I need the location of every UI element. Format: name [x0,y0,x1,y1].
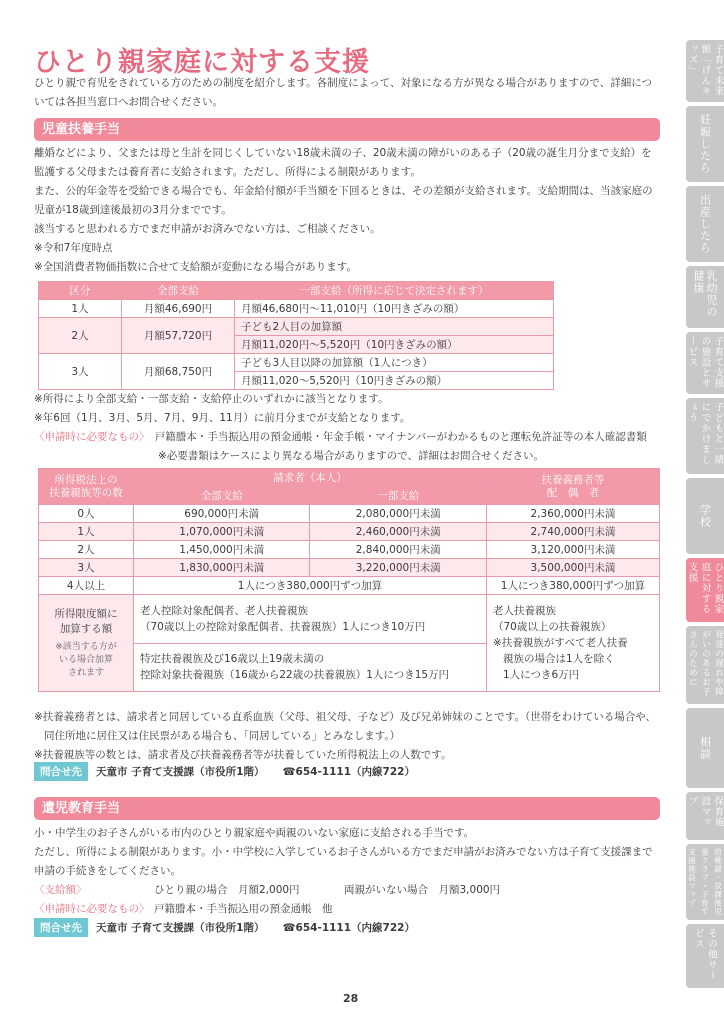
table-cell: 月額11,020円〜5,520円（10円きざみの額） [235,336,554,354]
add-cell-c: 老人扶養親族 （70歳以上の扶養親族） ※扶養親族がすべて老人扶養 親族の場合は1人を除く 1人につき6万円 [487,595,660,692]
table-cell: 3,120,000円未満 [487,541,660,559]
para-line: 離婚などにより、父または母と生計を同じくしていない18歳未満の子、20歳未満の障がいのある子（20歳の誕生月分まで支給）を [34,147,652,159]
table-row [39,541,660,559]
table-cell: 690,000円未満 [134,505,310,523]
amount-label: 〈支給額〉 [34,884,87,896]
table-cell: 3,500,000円未満 [487,559,660,577]
section2-body [34,824,660,919]
table-cell: 2,740,000円未満 [487,523,660,541]
tab-infant-health[interactable]: 乳幼児の健康 [686,266,724,328]
para-line: 申請の手続きをしてください。 [34,865,181,877]
tab-kindergarten-map[interactable]: 幼稚園・放課後児童クラブ・子育て支援施設マップ [686,844,724,920]
table-cell: 2,460,000円未満 [310,523,487,541]
add-label-cell: 所得限度額に 加算する額 ※該当する方が いる場合加算 されます [39,595,134,692]
add-cell-b: 特定扶養親族及び16歳以上19歳未満の 控除対象扶養親族（16歳から22歳の扶養親族）1人につき15万円 [134,643,487,692]
tab-childcare-services[interactable]: 子育て支援の施設とサービス [686,332,724,394]
table-row [39,300,554,318]
para-line: 小・中学生のお子さんがいる市内のひとり親家庭や両親のいない家庭に支給される手当です。 [34,827,475,839]
table-cell: 3人 [39,559,134,577]
table-header: 区分 [39,282,122,300]
tab-other-services[interactable]: その他サービス [686,924,724,988]
table-row [39,523,660,541]
table-cell: 0人 [39,505,134,523]
table-cell: 2,080,000円未満 [310,505,487,523]
table-cell: 子ども3人目以降の加算額（1人につき） [235,354,554,372]
contact-info [34,762,415,781]
para-line: また、公的年金等を受給できる場合でも、年金給付額が手当額を下回るときは、その差額が支給されます。支給期間は、当該家庭の [34,185,653,197]
contact-badge: 問合せ先 [34,762,88,781]
table2-notes [34,708,660,765]
table-cell: 1人につき380,000円ずつ加算 [487,577,660,595]
table-cell: 1人につき380,000円ずつ加算 [134,577,487,595]
tab-single-parent[interactable]: ひとり親家庭に対する支援 [686,558,724,622]
needs-text: 戸籍謄本・手当振込用の預金通帳・年金手帳・マイナンバーがわかるものと運転免許証等の本人確認書類 [154,431,647,443]
tab-birth[interactable]: 出産したら [686,186,724,262]
tab-development[interactable]: 発達の遅れや障がいのあるお子さんのために [686,626,724,704]
note-line: ※年6回（1月、3月、5月、7月、9月、11月）に前月分までが支給となります。 [34,412,411,424]
tab-school[interactable]: 学校 [686,478,724,554]
needs-note: ※必要書類はケースにより異なる場合がありますので、詳細はお問合せください。 [158,450,545,462]
note-line: ※扶養義務者とは、請求者と同居している直系血族（父母、祖父母、子など）及び兄弟姉妹のことです。（世帯をわけている場合や、 [34,711,656,723]
table-cell: 1人 [39,300,122,318]
para-line: 児童が18歳到達後最初の3月分までです。 [34,204,232,216]
table-cell: 3,220,000円未満 [310,559,487,577]
table-row [39,595,660,644]
tab-nursery-map[interactable]: 保育施設マップ [686,792,724,840]
contact-phone[interactable]: ☎654-1111（内線722） [282,922,415,934]
table-cell: 3人 [39,354,122,390]
table-header: 一部支給（所得に応じて決定されます） [235,282,554,300]
para-line: ※全国消費者物価指数に合せて支給額が変動になる場合があります。 [34,261,357,273]
table-header: 一部支給 [310,487,487,505]
table-cell: 月額11,020〜5,520円（10円きざみの額） [235,372,554,390]
table-row [39,318,554,336]
table-header: 所得税法上の 扶養親族等の数 [39,469,134,505]
page-number: 28 [343,992,359,1005]
income-limit-table [38,468,660,692]
contact-info [34,918,415,937]
intro-line: いては各担当窓口へお問合せください。 [34,96,223,108]
table-row [39,505,660,523]
amount-no-parents: 両親がいない場合 月額3,000円 [344,884,501,896]
table-cell: 月額46,680円〜11,010円（10円きざみの額） [235,300,554,318]
table-row [39,354,554,372]
note-line: ※所得により全部支給・一部支給・支給停止のいずれかに該当となります。 [34,393,389,405]
needs-text: 戸籍謄本・手当振込用の預金通帳 他 [154,903,333,915]
note-line: ※扶養親族等の数とは、請求者及び扶養義務者等が扶養していた所得税法上の人数です。 [34,749,452,761]
table-header: 扶養義務者等 配 偶 者 [487,469,660,505]
tab-pregnancy[interactable]: 妊娠したら [686,106,724,182]
table-cell: 月額57,720円 [122,318,235,354]
tab-consultation[interactable]: 相談 [686,708,724,788]
page-title: ひとり親家庭に対する支援 [34,47,370,78]
para-line: 該当すると思われる方でまだ申請がお済みでない方は、ご相談ください。 [34,223,381,235]
table-cell: 2,840,000円未満 [310,541,487,559]
tab-outings[interactable]: 子どもと一緒にでかけましょう [686,398,724,474]
table-row [39,577,660,595]
contact-badge: 問合せ先 [34,918,88,937]
table-notes [34,390,660,466]
table-cell: 2人 [39,541,134,559]
para-line: ※令和7年度時点 [34,242,113,254]
amount-single: ひとり親の場合 月額2,000円 [154,884,300,896]
table-cell: 1,450,000円未満 [134,541,310,559]
table-cell: 4人以上 [39,577,134,595]
section-heading-child-support: 児童扶養手当 [34,118,660,141]
table-cell: 月額46,690円 [122,300,235,318]
table-header: 全部支給 [122,282,235,300]
table-cell: 1人 [39,523,134,541]
table-row [39,559,660,577]
table-cell: 1,830,000円未満 [134,559,310,577]
intro-text [34,74,660,112]
table-cell: 2人 [39,318,122,354]
section1-body [34,144,660,277]
contact-office: 天童市 子育て支援課（市役所1階） [96,766,265,778]
para-line: 監護する父母または養育者に支給されます。ただし、所得による制限があります。 [34,166,421,178]
table-cell: 月額68,750円 [122,354,235,390]
needs-label: 〈申請時に必要なもの〉 [34,903,150,915]
intro-line: ひとり親で育児をされている方のための制度を紹介します。各制度によって、対象になる方が異なる場合がありますので、詳細につ [34,77,653,89]
table-header: 請求者（本人） [134,469,487,487]
table-header: 全部支給 [134,487,310,505]
allowance-table [38,281,554,390]
table-cell: 2,360,000円未満 [487,505,660,523]
contact-phone[interactable]: ☎654-1111（内線722） [282,766,415,778]
section-heading-orphan-education: 遺児教育手当 [34,797,660,820]
add-cell-a: 老人控除対象配偶者、老人扶養親族 （70歳以上の控除対象配偶者、扶養親族）1人につき10万円 [134,595,487,644]
table-cell: 子ども2人目の加算額 [235,318,554,336]
tab-genkids[interactable]: 子育て未来館「げんキッズ」 [686,40,724,102]
contact-office: 天童市 子育て支援課（市役所1階） [96,922,265,934]
para-line: ただし、所得による制限があります。小・中学校に入学しているお子さんがいる方でまだ申請がお済みでない方は子育て支援課まで [34,846,653,858]
note-line: 同住所地に居住又は住民票がある場合も、「同居している」とみなします。） [44,730,401,742]
needs-label: 〈申請時に必要なもの〉 [34,431,145,443]
table-cell: 1,070,000円未満 [134,523,310,541]
